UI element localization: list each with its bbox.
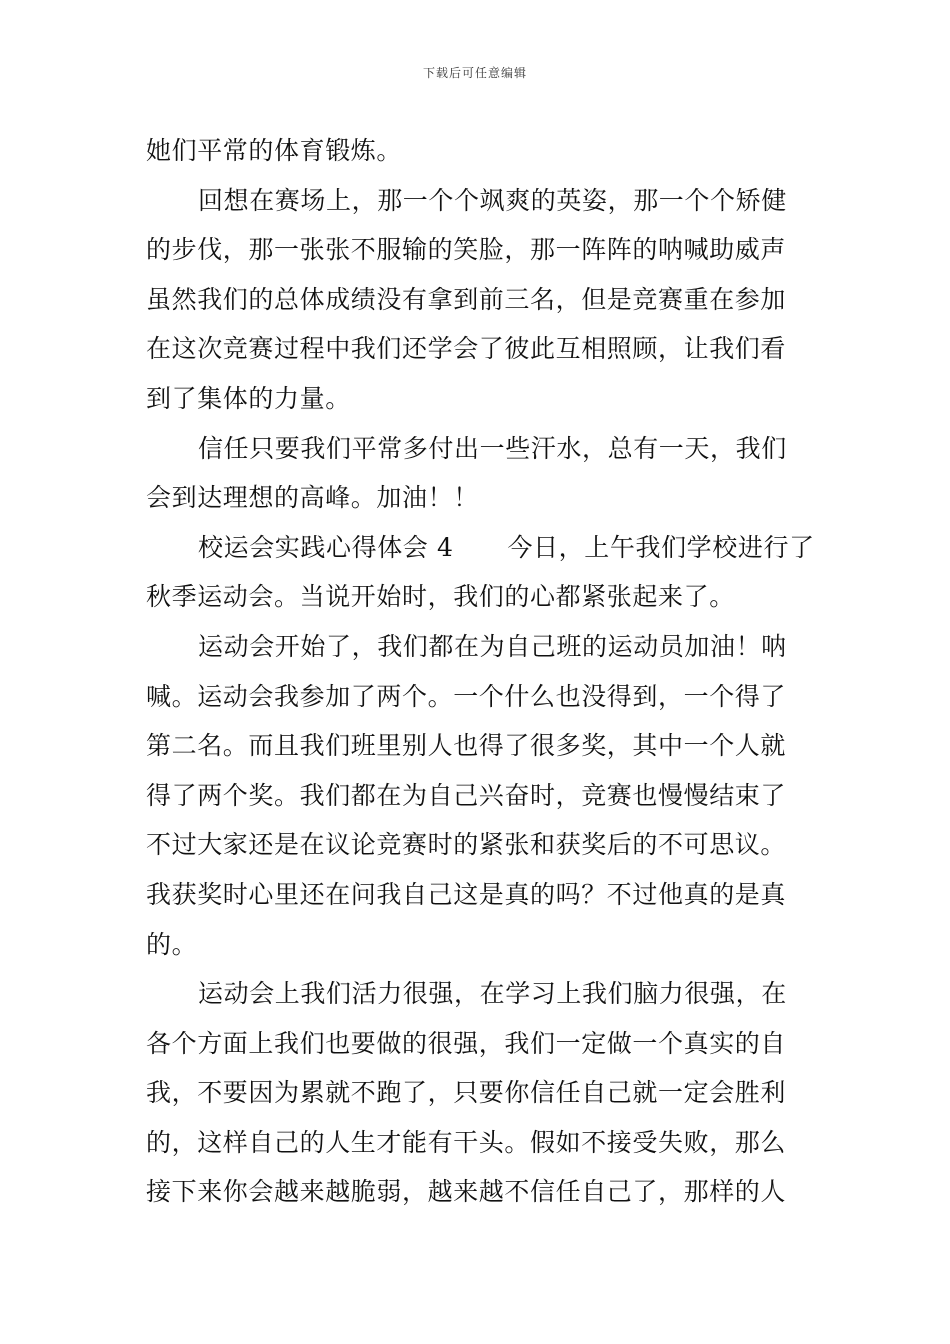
section-heading-line	[146, 523, 815, 573]
text-line: 不过大家还是在议论竞赛时的紧张和获奖后的不可思议。	[146, 830, 787, 860]
paragraph-start: 运动会开始了，我们都在为自己班的运动员加油！呐	[198, 631, 787, 661]
text-line: 的。	[146, 929, 198, 959]
text-line: 秋季运动会。当说开始时，我们的心都紧张起来了。	[146, 582, 735, 612]
text-line: 她们平常的体育锻炼。	[146, 136, 403, 165]
text-line: 第二名。而且我们班里别人也得了很多奖，其中一个人就	[146, 731, 787, 761]
paragraph-start: 信任只要我们平常多付出一些汗水，总有一天，我们	[198, 433, 787, 463]
text-line: 到了集体的力量。	[146, 383, 351, 413]
text-line: 虽然我们的总体成绩没有拿到前三名，但是竞赛重在参加	[146, 284, 787, 314]
text-line: 在这次竞赛过程中我们还学会了彼此互相照顾，让我们看	[146, 334, 787, 364]
paragraph-start: 运动会上我们活力很强，在学习上我们脑力很强，在	[198, 979, 787, 1009]
paragraph-start: 回想在赛场上，那一个个飒爽的英姿，那一个个矫健	[198, 185, 787, 215]
section-title: 校运会实践心得体会 4	[198, 532, 454, 562]
text-line: 得了两个奖。我们都在为自己兴奋时，竞赛也慢慢结束了	[146, 780, 787, 810]
text-line: 我，不要因为累就不跑了，只要你信任自己就一定会胜利	[146, 1078, 787, 1108]
text-line: 喊。运动会我参加了两个。一个什么也没得到，一个得了	[146, 681, 787, 711]
document-body	[146, 126, 815, 1217]
text-line: 会到达理想的高峰。加油！！	[146, 483, 479, 513]
page-header: 下载后可任意编辑	[422, 66, 527, 80]
text-line: 的步伐，那一张张不服输的笑脸，那一阵阵的呐喊助威声	[146, 235, 787, 265]
text-line: 的，这样自己的人生才能有干头。假如不接受失败，那么	[146, 1127, 787, 1157]
text-line: 各个方面上我们也要做的很强，我们一定做一个真实的自	[146, 1028, 787, 1058]
text-line: 我获奖时心里还在问我自己这是真的吗？不过他真的是真	[146, 879, 787, 909]
section-intro: 今日，上午我们学校进行了	[507, 532, 815, 562]
text-line: 接下来你会越来越脆弱，越来越不信任自己了，那样的人	[146, 1177, 787, 1207]
